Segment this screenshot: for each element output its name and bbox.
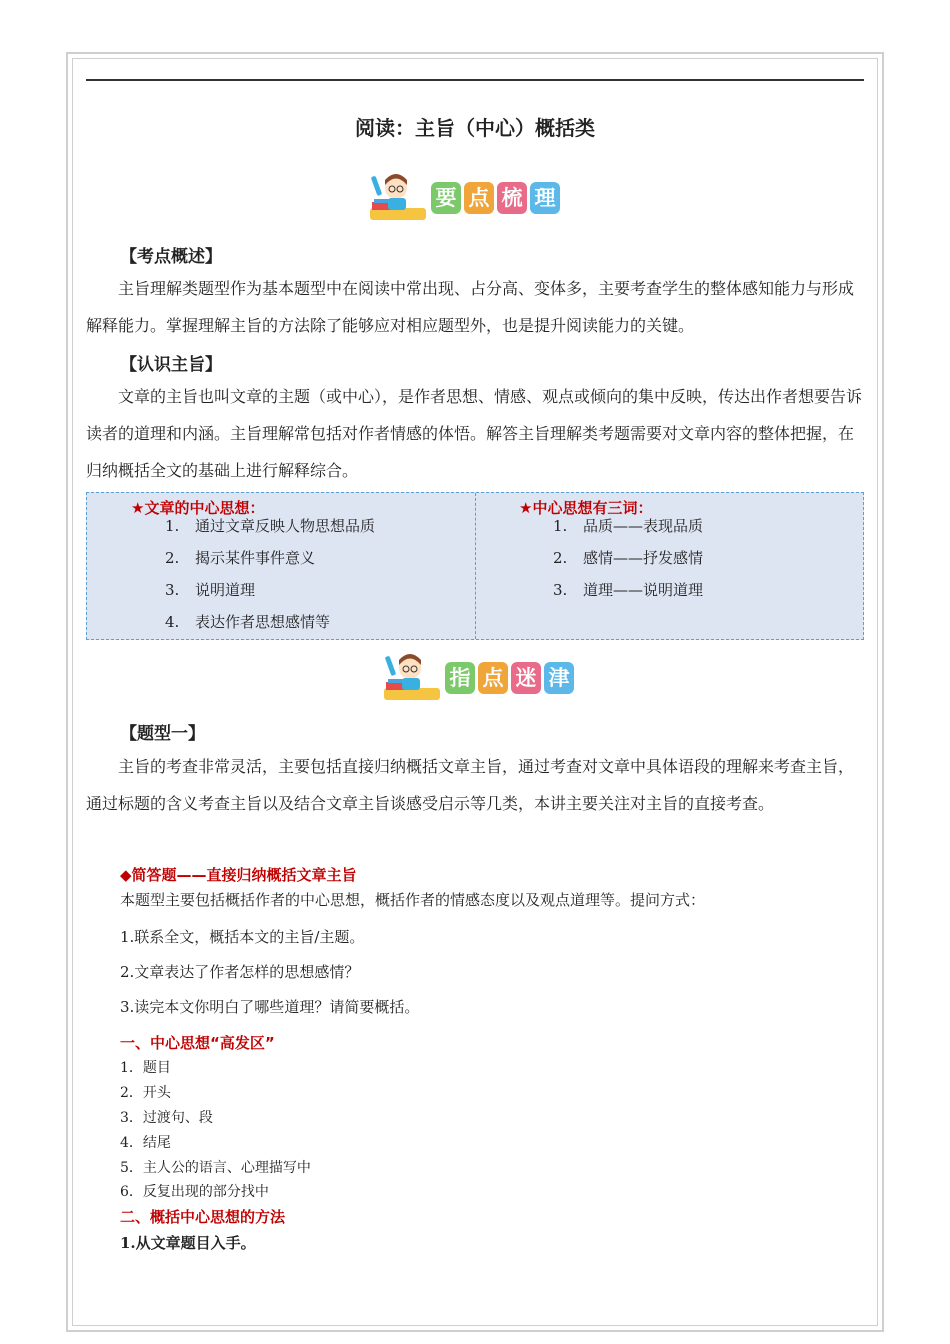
section-heading-kaodian: 【考点概述】 <box>120 247 222 267</box>
box-right-title: ★中心思想有三词： <box>519 499 653 517</box>
banner-key-points <box>366 170 560 226</box>
gaofa-item: 2．开头 <box>120 1085 171 1101</box>
paragraph-kaodian: 主旨理解类题型作为基本题型中在阅读中常出现、占分高、变体多，主要考查学生的整体感知能力与形成解释能力。掌握理解主旨的方法除了能够应对相应题型外，也是提升阅读能力的关键。 <box>86 279 855 335</box>
badge-char-1: 指 <box>445 662 475 694</box>
box-right-item: 1. 品质——表现品质 <box>553 517 704 535</box>
badge-char-3: 梳 <box>497 182 527 214</box>
box-divider <box>475 493 476 639</box>
badge-char-3: 迷 <box>511 662 541 694</box>
badge-char-2: 点 <box>464 182 494 214</box>
jianda-question-3: 3.读完本文你明白了哪些道理？请简要概括。 <box>120 998 420 1016</box>
jianda-question-2: 2.文章表达了作者怎样的思想感情？ <box>120 963 360 981</box>
center-idea-box <box>86 492 864 640</box>
jianda-intro: 本题型主要包括概括作者的中心思想，概括作者的情感态度以及观点道理等。提问方式： <box>120 891 706 909</box>
paragraph-tixing: 主旨的考查非常灵活，主要包括直接归纳概括文章主旨，通过考查对文章中具体语段的理解来考查主旨，通过标题的含义考查主旨以及结合文章主旨谈感受启示等几类，本讲主要关注对主旨的直接考查。 <box>86 757 855 813</box>
badge-char-4: 理 <box>530 182 560 214</box>
fangfa-first-method: 1.从文章题目入手。 <box>120 1234 256 1252</box>
gaofa-heading: 一、中心思想“高发区” <box>120 1034 275 1052</box>
badge-char-4: 津 <box>544 662 574 694</box>
section-heading-renshi: 【认识主旨】 <box>120 355 222 375</box>
gaofa-item: 4．结尾 <box>120 1135 171 1151</box>
header-rule <box>86 79 864 81</box>
banner-guidance <box>380 650 574 706</box>
box-left-item: 1. 通过文章反映人物思想品质 <box>165 517 376 535</box>
box-left-title: ★文章的中心思想： <box>131 499 265 517</box>
gaofa-item: 6．反复出现的部分找中 <box>120 1184 269 1200</box>
fangfa-heading: 二、概括中心思想的方法 <box>120 1208 286 1226</box>
box-right-item: 2. 感情——抒发感情 <box>553 549 704 567</box>
badge-char-1: 要 <box>431 182 461 214</box>
gaofa-item: 3．过渡句、段 <box>120 1110 213 1126</box>
box-right-item: 3. 道理——说明道理 <box>553 581 704 599</box>
badge-char-2: 点 <box>478 662 508 694</box>
student-reading-icon <box>380 650 442 706</box>
page-title: 阅读：主旨（中心）概括类 <box>355 116 595 140</box>
section-heading-tixing: 【题型一】 <box>120 724 205 744</box>
box-left-item: 3. 说明道理 <box>165 581 256 599</box>
box-left-item: 4. 表达作者思想感情等 <box>165 613 331 631</box>
box-left-item: 2. 揭示某件事件意义 <box>165 549 316 567</box>
student-reading-icon <box>366 170 428 226</box>
gaofa-item: 5．主人公的语言、心理描写中 <box>120 1160 311 1176</box>
jianda-question-1: 1.联系全文，概括本文的主旨/主题。 <box>120 928 365 946</box>
jianda-heading: ◆简答题——直接归纳概括文章主旨 <box>120 866 357 884</box>
gaofa-item: 1．题目 <box>120 1060 171 1076</box>
paragraph-renshi: 文章的主旨也叫文章的主题（或中心），是作者思想、情感、观点或倾向的集中反映，传达出作者想要告诉读者的道理和内涵。主旨理解常包括对作者情感的体悟。解答主旨理解类考题需要对文章内容的整体把握，在归纳概括全文的基础上进行解释综合。 <box>86 387 863 480</box>
